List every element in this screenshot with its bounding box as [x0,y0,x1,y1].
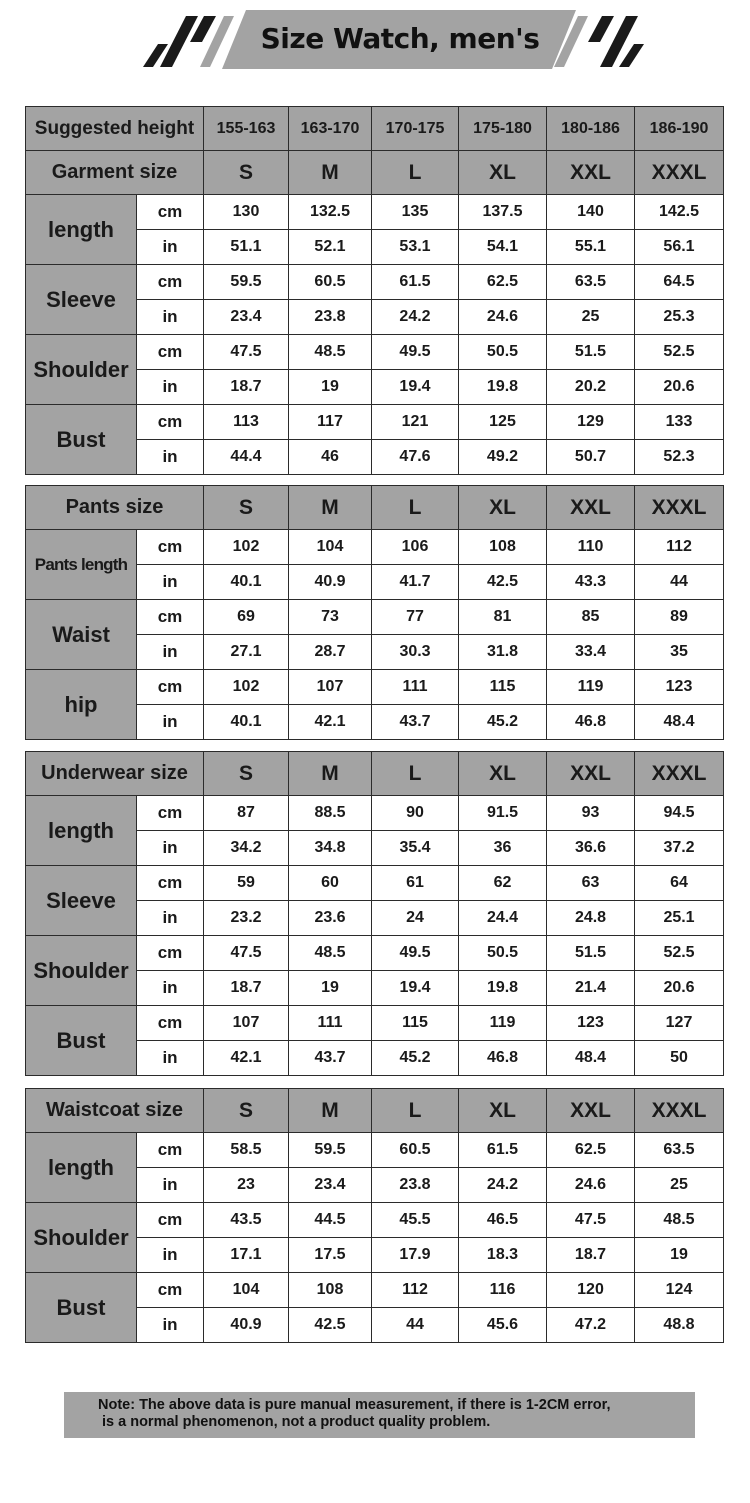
value-cell: 48.4 [635,705,724,740]
measurement-row [26,335,724,370]
value-cell: 102 [204,670,289,705]
measurement-label: Pants length [26,530,137,600]
value-cell: 106 [372,530,459,565]
size-header-row [26,752,724,796]
unit-in: in [137,705,204,740]
value-cell: 42.1 [289,705,372,740]
unit-cm: cm [137,335,204,370]
value-cell: 135 [372,195,459,230]
value-cell: 20.6 [635,971,724,1006]
value-cell: 19 [635,1238,724,1273]
size-m: M [289,486,372,530]
unit-cm: cm [137,1273,204,1308]
value-cell: 62 [459,866,547,901]
size-m: M [289,1089,372,1133]
value-cell: 115 [459,670,547,705]
size-xxl: XXL [547,752,635,796]
value-cell: 47.2 [547,1308,635,1343]
value-cell: 17.9 [372,1238,459,1273]
value-cell: 47.6 [372,440,459,475]
value-cell: 49.5 [372,936,459,971]
pants-size-table [25,485,724,740]
value-cell: 52.3 [635,440,724,475]
value-cell: 30.3 [372,635,459,670]
value-cell: 52.5 [635,335,724,370]
unit-cm: cm [137,1006,204,1041]
value-cell: 35.4 [372,831,459,866]
measurement-row [26,265,724,300]
measurement-row [26,866,724,901]
height-range-s: 155-163 [204,107,289,151]
suggested-height-label: Suggested height [26,107,204,151]
value-cell: 47.5 [547,1203,635,1238]
measurement-row [26,1273,724,1308]
value-cell: 40.9 [289,565,372,600]
value-cell: 43.3 [547,565,635,600]
value-cell: 119 [459,1006,547,1041]
value-cell: 89 [635,600,724,635]
suggested-height-row [26,107,724,151]
value-cell: 123 [635,670,724,705]
value-cell: 123 [547,1006,635,1041]
value-cell: 51.1 [204,230,289,265]
unit-cm: cm [137,866,204,901]
measurement-row [26,1203,724,1238]
value-cell: 125 [459,405,547,440]
value-cell: 63 [547,866,635,901]
value-cell: 20.6 [635,370,724,405]
waistcoat-size-table [25,1088,724,1343]
value-cell: 23 [204,1168,289,1203]
measurement-row [26,195,724,230]
unit-in: in [137,370,204,405]
size-xl: XL [459,151,547,195]
value-cell: 25.3 [635,300,724,335]
value-cell: 43.5 [204,1203,289,1238]
value-cell: 50 [635,1041,724,1076]
measurement-label: hip [26,670,137,740]
measurement-row [26,670,724,705]
underwear-size-table [25,751,724,1076]
value-cell: 108 [459,530,547,565]
value-cell: 18.7 [204,971,289,1006]
value-cell: 40.1 [204,705,289,740]
size-xxxl: XXXL [635,151,724,195]
size-l: L [372,1089,459,1133]
size-l: L [372,752,459,796]
value-cell: 64 [635,866,724,901]
value-cell: 59.5 [289,1133,372,1168]
value-cell: 19.8 [459,971,547,1006]
value-cell: 115 [372,1006,459,1041]
unit-cm: cm [137,530,204,565]
value-cell: 44 [635,565,724,600]
value-cell: 127 [635,1006,724,1041]
value-cell: 87 [204,796,289,831]
unit-cm: cm [137,936,204,971]
value-cell: 17.1 [204,1238,289,1273]
value-cell: 49.5 [372,335,459,370]
measurement-label: Sleeve [26,866,137,936]
unit-in: in [137,1308,204,1343]
value-cell: 49.2 [459,440,547,475]
value-cell: 137.5 [459,195,547,230]
height-range-xxl: 180-186 [547,107,635,151]
unit-cm: cm [137,600,204,635]
value-cell: 111 [372,670,459,705]
value-cell: 42.1 [204,1041,289,1076]
size-l: L [372,486,459,530]
value-cell: 24 [372,901,459,936]
value-cell: 24.2 [459,1168,547,1203]
value-cell: 117 [289,405,372,440]
unit-in: in [137,1168,204,1203]
value-cell: 54.1 [459,230,547,265]
value-cell: 50.5 [459,335,547,370]
value-cell: 90 [372,796,459,831]
value-cell: 45.5 [372,1203,459,1238]
value-cell: 63.5 [547,265,635,300]
value-cell: 23.2 [204,901,289,936]
size-s: S [204,151,289,195]
value-cell: 53.1 [372,230,459,265]
value-cell: 50.7 [547,440,635,475]
value-cell: 48.5 [289,335,372,370]
value-cell: 59 [204,866,289,901]
table-heading: Underwear size [26,752,204,796]
value-cell: 46.8 [547,705,635,740]
unit-in: in [137,1238,204,1273]
value-cell: 28.7 [289,635,372,670]
value-cell: 37.2 [635,831,724,866]
value-cell: 63.5 [635,1133,724,1168]
value-cell: 51.5 [547,936,635,971]
value-cell: 85 [547,600,635,635]
size-xxl: XXL [547,1089,635,1133]
value-cell: 132.5 [289,195,372,230]
measurement-row [26,936,724,971]
table-heading: Garment size [26,151,204,195]
size-m: M [289,752,372,796]
measurement-label: Shoulder [26,1203,137,1273]
value-cell: 52.5 [635,936,724,971]
size-l: L [372,151,459,195]
value-cell: 48.4 [547,1041,635,1076]
unit-cm: cm [137,265,204,300]
value-cell: 18.7 [547,1238,635,1273]
size-xl: XL [459,1089,547,1133]
value-cell: 34.8 [289,831,372,866]
value-cell: 119 [547,670,635,705]
value-cell: 27.1 [204,635,289,670]
unit-in: in [137,1041,204,1076]
measurement-label: Shoulder [26,936,137,1006]
value-cell: 108 [289,1273,372,1308]
page-header [0,0,750,80]
value-cell: 133 [635,405,724,440]
size-header-row [26,486,724,530]
value-cell: 52.1 [289,230,372,265]
value-cell: 36.6 [547,831,635,866]
height-range-xl: 175-180 [459,107,547,151]
value-cell: 60.5 [372,1133,459,1168]
size-xxxl: XXXL [635,752,724,796]
value-cell: 47.5 [204,335,289,370]
value-cell: 46.8 [459,1041,547,1076]
unit-in: in [137,300,204,335]
size-s: S [204,752,289,796]
value-cell: 51.5 [547,335,635,370]
value-cell: 62.5 [459,265,547,300]
value-cell: 23.6 [289,901,372,936]
value-cell: 45.2 [459,705,547,740]
value-cell: 61.5 [459,1133,547,1168]
value-cell: 20.2 [547,370,635,405]
size-header-row [26,151,724,195]
unit-cm: cm [137,670,204,705]
size-xxxl: XXXL [635,1089,724,1133]
value-cell: 69 [204,600,289,635]
value-cell: 24.2 [372,300,459,335]
value-cell: 47.5 [204,936,289,971]
unit-cm: cm [137,1133,204,1168]
value-cell: 142.5 [635,195,724,230]
value-cell: 93 [547,796,635,831]
unit-in: in [137,230,204,265]
value-cell: 23.8 [289,300,372,335]
value-cell: 113 [204,405,289,440]
height-range-m: 163-170 [289,107,372,151]
value-cell: 112 [372,1273,459,1308]
value-cell: 60.5 [289,265,372,300]
unit-in: in [137,901,204,936]
value-cell: 81 [459,600,547,635]
value-cell: 55.1 [547,230,635,265]
measurement-label: Shoulder [26,335,137,405]
unit-cm: cm [137,796,204,831]
value-cell: 43.7 [372,705,459,740]
value-cell: 130 [204,195,289,230]
value-cell: 48.5 [289,936,372,971]
value-cell: 24.8 [547,901,635,936]
value-cell: 58.5 [204,1133,289,1168]
table-heading: Pants size [26,486,204,530]
value-cell: 40.9 [204,1308,289,1343]
measurement-row [26,796,724,831]
value-cell: 77 [372,600,459,635]
size-xxxl: XXXL [635,486,724,530]
unit-in: in [137,565,204,600]
value-cell: 25 [547,300,635,335]
note-line-2: is a normal phenomenon, not a product quality problem. [102,1414,491,1430]
value-cell: 124 [635,1273,724,1308]
value-cell: 31.8 [459,635,547,670]
size-header-row [26,1089,724,1133]
value-cell: 50.5 [459,936,547,971]
value-cell: 120 [547,1273,635,1308]
unit-in: in [137,971,204,1006]
size-m: M [289,151,372,195]
note-line-1: Note: The above data is pure manual measurement, if there is 1-2CM error, [98,1397,611,1413]
value-cell: 46 [289,440,372,475]
value-cell: 56.1 [635,230,724,265]
value-cell: 64.5 [635,265,724,300]
height-range-xxxl: 186-190 [635,107,724,151]
left-stripes-decoration [143,16,234,67]
size-xxl: XXL [547,486,635,530]
height-range-l: 170-175 [372,107,459,151]
value-cell: 140 [547,195,635,230]
value-cell: 35 [635,635,724,670]
value-cell: 25 [635,1168,724,1203]
value-cell: 107 [289,670,372,705]
value-cell: 42.5 [459,565,547,600]
value-cell: 19.8 [459,370,547,405]
page-title: Size Watch, men's [260,21,540,55]
unit-cm: cm [137,405,204,440]
size-s: S [204,486,289,530]
value-cell: 44 [372,1308,459,1343]
value-cell: 19.4 [372,370,459,405]
value-cell: 59.5 [204,265,289,300]
size-xl: XL [459,486,547,530]
value-cell: 25.1 [635,901,724,936]
garment-size-table [25,106,724,475]
measurement-label: Bust [26,1006,137,1076]
value-cell: 110 [547,530,635,565]
value-cell: 17.5 [289,1238,372,1273]
size-xxl: XXL [547,151,635,195]
measurement-row [26,1006,724,1041]
value-cell: 23.8 [372,1168,459,1203]
value-cell: 23.4 [289,1168,372,1203]
value-cell: 18.3 [459,1238,547,1273]
value-cell: 42.5 [289,1308,372,1343]
measurement-row [26,600,724,635]
value-cell: 48.8 [635,1308,724,1343]
value-cell: 129 [547,405,635,440]
value-cell: 48.5 [635,1203,724,1238]
value-cell: 33.4 [547,635,635,670]
measurement-label: length [26,796,137,866]
value-cell: 61 [372,866,459,901]
value-cell: 45.6 [459,1308,547,1343]
value-cell: 102 [204,530,289,565]
measurement-row [26,530,724,565]
value-cell: 91.5 [459,796,547,831]
value-cell: 44.4 [204,440,289,475]
value-cell: 36 [459,831,547,866]
value-cell: 24.6 [547,1168,635,1203]
value-cell: 73 [289,600,372,635]
size-s: S [204,1089,289,1133]
value-cell: 19 [289,971,372,1006]
table-heading: Waistcoat size [26,1089,204,1133]
measurement-label: Bust [26,405,137,475]
measurement-label: Waist [26,600,137,670]
value-cell: 112 [635,530,724,565]
unit-cm: cm [137,195,204,230]
value-cell: 94.5 [635,796,724,831]
value-cell: 111 [289,1006,372,1041]
value-cell: 18.7 [204,370,289,405]
value-cell: 62.5 [547,1133,635,1168]
size-xl: XL [459,752,547,796]
value-cell: 46.5 [459,1203,547,1238]
value-cell: 61.5 [372,265,459,300]
value-cell: 107 [204,1006,289,1041]
value-cell: 104 [289,530,372,565]
measurement-label: Bust [26,1273,137,1343]
value-cell: 19.4 [372,971,459,1006]
value-cell: 23.4 [204,300,289,335]
value-cell: 24.6 [459,300,547,335]
measurement-label: Sleeve [26,265,137,335]
unit-cm: cm [137,1203,204,1238]
value-cell: 88.5 [289,796,372,831]
value-cell: 60 [289,866,372,901]
value-cell: 40.1 [204,565,289,600]
value-cell: 34.2 [204,831,289,866]
measurement-label: length [26,1133,137,1203]
unit-in: in [137,635,204,670]
value-cell: 24.4 [459,901,547,936]
unit-in: in [137,440,204,475]
value-cell: 21.4 [547,971,635,1006]
unit-in: in [137,831,204,866]
value-cell: 116 [459,1273,547,1308]
value-cell: 19 [289,370,372,405]
measurement-row [26,1133,724,1168]
value-cell: 44.5 [289,1203,372,1238]
measurement-label: length [26,195,137,265]
value-cell: 43.7 [289,1041,372,1076]
value-cell: 41.7 [372,565,459,600]
value-cell: 121 [372,405,459,440]
value-cell: 45.2 [372,1041,459,1076]
measurement-row [26,405,724,440]
measurement-note [64,1392,695,1438]
value-cell: 104 [204,1273,289,1308]
